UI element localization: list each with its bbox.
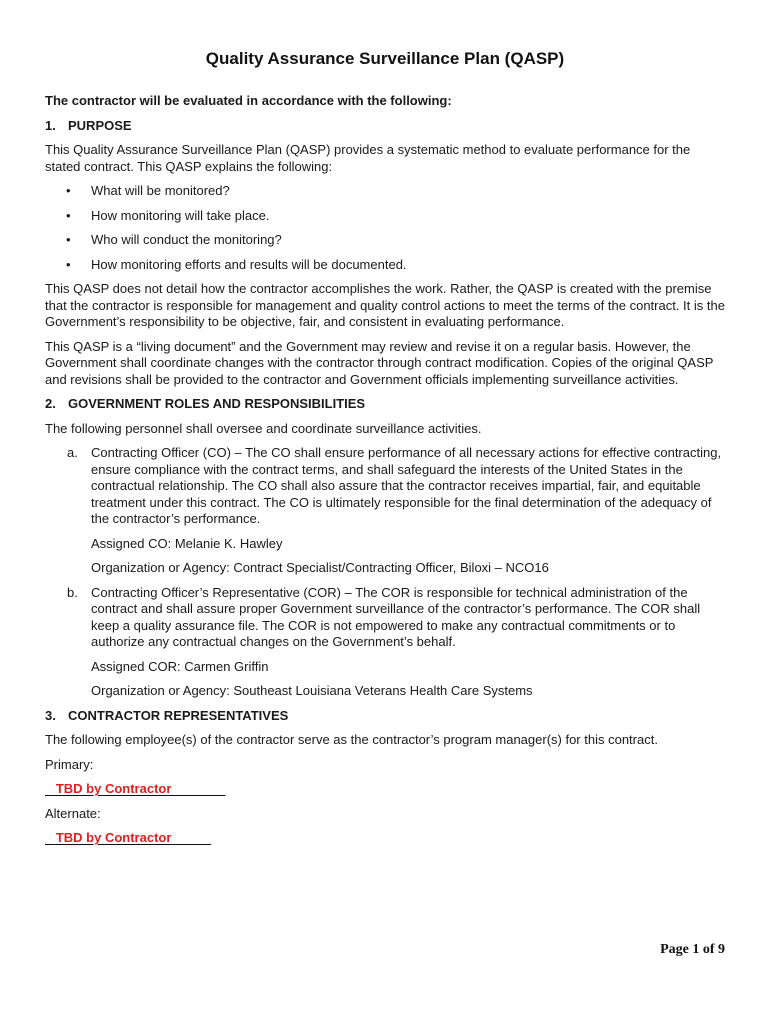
role-organization: Organization or Agency: Contract Specialist/Contracting Officer, Biloxi – NCO16 [91,560,549,575]
list-item: • How monitoring will take place. [66,207,270,223]
list-item: • How monitoring efforts and results will be documented. [66,256,407,272]
section-number: 1. [45,117,56,133]
intro-text: The contractor will be evaluated in accordance with the following: [45,93,452,108]
role-description: Contracting Officer (CO) – The CO shall ensure performance of all necessary actions for effective contracting, ensure compliance with the contract terms, and shall safeguard the interests of the United States in the contractual relationship. The CO shall also assure that the contractor receives impartial, fair, and equitable treatment under this contract. The CO is ultimately responsible for the final determination of the adequacy of the contractor’s performance. [91,445,722,526]
section-purpose-heading [45,118,725,135]
bullet-icon: • [66,232,71,247]
purpose-paragraph-3: This QASP is a “living document” and the Government may review and revise it on a regular basis. However, the Government shall coordinate changes with the contractor through contract modification. Copies of the original QASP and revisions shall be provided to the contractor and Government officials implementing surveillance activities. [45,338,714,387]
alternate-contractor-field[interactable] [45,830,725,847]
purpose-bullet-list [45,183,725,273]
bullet-icon: • [66,256,71,272]
role-description: Contracting Officer’s Representative (COR) – The COR is responsible for technical administration of the contract and shall assure proper Government surveillance of the contractor’s performance. The COR shall keep a quality assurance file. The COR is not empowered to make any contractual commitments or to authorize any contractual changes on the Government’s behalf. [91,584,701,649]
list-item: • Who will conduct the monitoring? [66,232,282,247]
section-title: GOVERNMENT ROLES AND RESPONSIBILITIES [68,396,366,411]
primary-label: Primary: [45,756,94,772]
contractor-paragraph: The following employee(s) of the contractor serve as the contractor’s program manager(s) for this contract. [45,732,658,747]
section-number: 3. [45,707,56,723]
primary-contractor-field[interactable] [45,781,725,798]
purpose-paragraph-2: This QASP does not detail how the contractor accomplishes the work. Rather, the QASP is created with the premise that the contractor is responsible for management and quality control actions to meet the terms of the contract. It is the Government’s responsibility to be objective, fair, and consistent in evaluating performance. [45,281,725,329]
page-number: Page 1 of 9 [660,942,725,957]
role-assigned: Assigned COR: Carmen Griffin [91,658,269,674]
document-body [45,93,725,855]
list-item: • What will be monitored? [66,183,230,198]
section-roles-heading [45,396,725,413]
section-contractor-heading [45,708,725,725]
alternate-contractor-value: TBD by Contractor [55,830,172,845]
list-marker: b. [67,584,78,600]
role-item-co [45,445,725,577]
role-item-cor [45,585,725,700]
role-assigned: Assigned CO: Melanie K. Hawley [91,535,283,551]
purpose-paragraph-1: This Quality Assurance Surveillance Plan (QASP) provides a systematic method to evaluate performance for the stated contract. This QASP explains the following: [45,142,691,174]
roles-paragraph: The following personnel shall oversee and coordinate surveillance activities. [45,420,482,436]
primary-contractor-value: TBD by Contractor [55,781,172,796]
document-title: Quality Assurance Surveillance Plan (QASP) [205,49,565,68]
bullet-icon: • [66,207,71,223]
section-title: CONTRACTOR REPRESENTATIVES [68,707,289,723]
list-marker: a. [67,445,78,460]
section-number: 2. [45,396,56,411]
alternate-label: Alternate: [45,805,101,821]
bullet-icon: • [66,183,71,198]
role-organization: Organization or Agency: Southeast Louisiana Veterans Health Care Systems [91,683,533,698]
roles-list [45,445,725,700]
section-title: PURPOSE [68,117,132,133]
